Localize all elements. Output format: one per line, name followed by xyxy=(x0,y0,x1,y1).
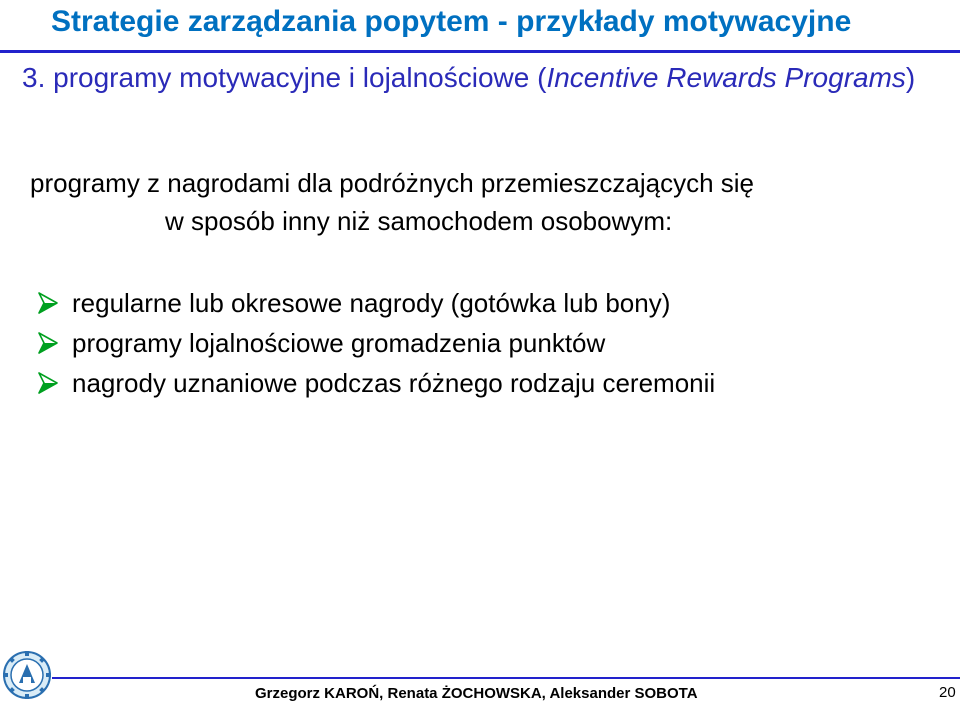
arrowhead-bullet-icon xyxy=(36,371,60,395)
section-heading-english: Incentive Rewards Programs xyxy=(546,62,906,93)
footer-authors: Grzegorz KAROŃ, Renata ŻOCHOWSKA, Aleksander SOBOTA xyxy=(255,685,698,702)
slide-title: Strategie zarządzania popytem - przykłady motywacyjne xyxy=(51,5,852,38)
bullet-list xyxy=(36,283,936,403)
section-heading xyxy=(22,59,922,97)
bullet-text: programy lojalnościowe gromadzenia punktów xyxy=(72,327,606,358)
list-item xyxy=(36,283,936,323)
intro-line-2: w sposób inny niż samochodem osobowym: xyxy=(165,206,673,236)
list-item xyxy=(36,363,936,403)
bullet-text: nagrody uznaniowe podczas różnego rodzaju ceremonii xyxy=(72,367,716,398)
section-number: 3. xyxy=(22,62,46,93)
page-number: 20 xyxy=(939,684,956,701)
section-heading-text: programy motywacyjne i lojalnościowe ( xyxy=(45,62,547,93)
bullet-text: regularne lub okresowe nagrody (gotówka lub bony) xyxy=(72,287,671,318)
arrowhead-bullet-icon xyxy=(36,291,60,315)
list-item xyxy=(36,323,936,363)
title-divider xyxy=(0,50,960,53)
intro-line-1: programy z nagrodami dla podróżnych przemieszczających się xyxy=(30,168,754,198)
arrowhead-bullet-icon xyxy=(36,331,60,355)
footer-divider xyxy=(52,677,960,679)
intro-paragraph xyxy=(30,164,930,240)
university-logo xyxy=(2,650,52,700)
section-heading-close: ) xyxy=(905,62,916,93)
